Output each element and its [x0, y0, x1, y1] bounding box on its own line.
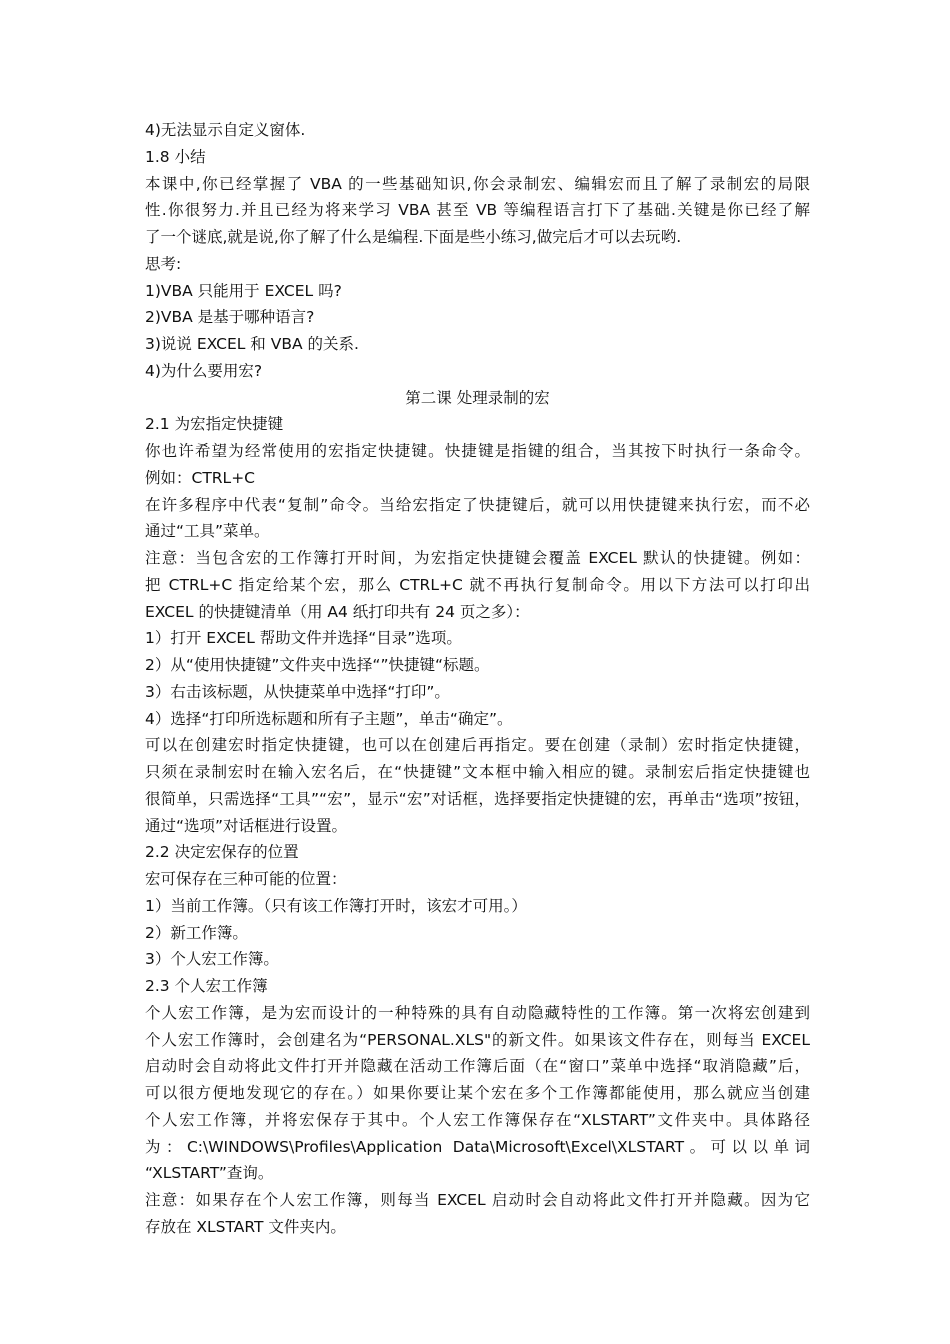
text-line: 2.2 决定宏保存的位置: [145, 843, 299, 862]
text-line: 2.1 为宏指定快捷键: [145, 415, 284, 434]
text-line: 可以在创建宏时指定快捷键，也可以在创建后再指定。要在创建（录制）宏时指定快捷键，: [145, 736, 810, 755]
document-page: [145, 117, 810, 1241]
text-line: 4)无法显示自定义窗体.: [145, 121, 306, 139]
text-line: 个人宏工作簿，并将宏保存于其中。个人宏工作簿保存在“XLSTART”文件夹中。具体路径: [145, 1110, 810, 1129]
text-line: 3）个人宏工作簿。: [145, 950, 279, 969]
text-line: 通过“工具”菜单。: [145, 522, 270, 541]
text-line: 了一个谜底,就是说,你了解了什么是编程.下面是些小练习,做完后才可以去玩哟.: [145, 228, 682, 246]
text-line: 为：C:\WINDOWS\Profiles\Application Data\Microsoft\Excel\XLSTART。可以以单词: [145, 1137, 810, 1156]
text-line: 2)VBA 是基于哪种语言?: [145, 308, 315, 327]
text-line: 例如：CTRL+C: [145, 468, 256, 487]
text-line: 思考:: [145, 254, 182, 273]
text-line: 很简单，只需选择“工具”“宏”，显示“宏”对话框，选择要指定快捷键的宏，再单击“选项”按钮，: [145, 789, 810, 808]
text-line: 把 CTRL+C 指定给某个宏，那么 CTRL+C 就不再执行复制命令。用以下方法可以打印出: [145, 575, 810, 594]
text-line: “XLSTART”查询。: [145, 1164, 274, 1183]
text-line: 启动时会自动将此文件打开并隐藏在活动工作簿后面（在“窗口”菜单中选择“取消隐藏”后，: [145, 1057, 810, 1076]
text-line: 性.你很努力.并且已经为将来学习 VBA 甚至 VB 等编程语言打下了基础.关键是你已经了解: [145, 201, 810, 220]
text-line: 2）新工作簿。: [145, 923, 248, 942]
text-line: 1）当前工作簿。（只有该工作簿打开时，该宏才可用。）: [145, 896, 527, 915]
text-line: 存放在 XLSTART 文件夹内。: [145, 1217, 346, 1236]
text-line: 2.3 个人宏工作簿: [145, 977, 268, 995]
text-line: 3)说说 EXCEL 和 VBA 的关系.: [145, 335, 359, 353]
text-line: 1）打开 EXCEL 帮助文件并选择“目录”选项。: [145, 629, 462, 648]
text-line: 在许多程序中代表“复制”命令。当给宏指定了快捷键后，就可以用快捷键来执行宏，而不必: [145, 495, 810, 514]
text-line: 个人宏工作簿时，会创建名为“PERSONAL.XLS"的新文件。如果该文件存在，则每当 EXCEL: [145, 1030, 810, 1049]
text-line: 可以很方便地发现它的存在。）如果你要让某个宏在多个工作簿都能使用，那么就应当创建: [145, 1084, 810, 1102]
section-heading: 第二课 处理录制的宏: [405, 388, 550, 407]
text-line: 只须在录制宏时在输入宏名后，在“快捷键”文本框中输入相应的键。录制宏后指定快捷键也: [145, 763, 810, 781]
text-line: 通过“选项”对话框进行设置。: [145, 816, 348, 835]
text-line: 注意：如果存在个人宏工作簿，则每当 EXCEL 启动时会自动将此文件打开并隐藏。因为它: [145, 1191, 810, 1209]
text-line: 1)VBA 只能用于 EXCEL 吗?: [145, 281, 342, 300]
text-line: 1.8 小结: [145, 147, 206, 166]
text-line: 4）选择“打印所选标题和所有子主题”，单击“确定”。: [145, 709, 513, 728]
text-line: 3）右击该标题，从快捷菜单中选择“打印”。: [145, 682, 450, 701]
text-line: 本课中,你已经掌握了 VBA 的一些基础知识,你会录制宏、编辑宏而且了解了录制宏的局限: [145, 174, 810, 193]
text-line: 2）从“使用快捷键”文件夹中选择“”快捷键“标题。: [145, 656, 490, 674]
text-line: 你也许希望为经常使用的宏指定快捷键。快捷键是指键的组合，当其按下时执行一条命令。: [145, 442, 810, 460]
text-line: 4)为什么要用宏?: [145, 361, 263, 380]
text-line: 注意：当包含宏的工作簿打开时间，为宏指定快捷键会覆盖 EXCEL 默认的快捷键。例如：: [145, 549, 810, 567]
text-line: 宏可保存在三种可能的位置：: [145, 870, 347, 888]
text-line: 个人宏工作簿，是为宏而设计的一种特殊的具有自动隐藏特性的工作簿。第一次将宏创建到: [145, 1003, 810, 1022]
text-line: EXCEL 的快捷键清单（用 A4 纸打印共有 24 页之多）：: [145, 602, 530, 621]
